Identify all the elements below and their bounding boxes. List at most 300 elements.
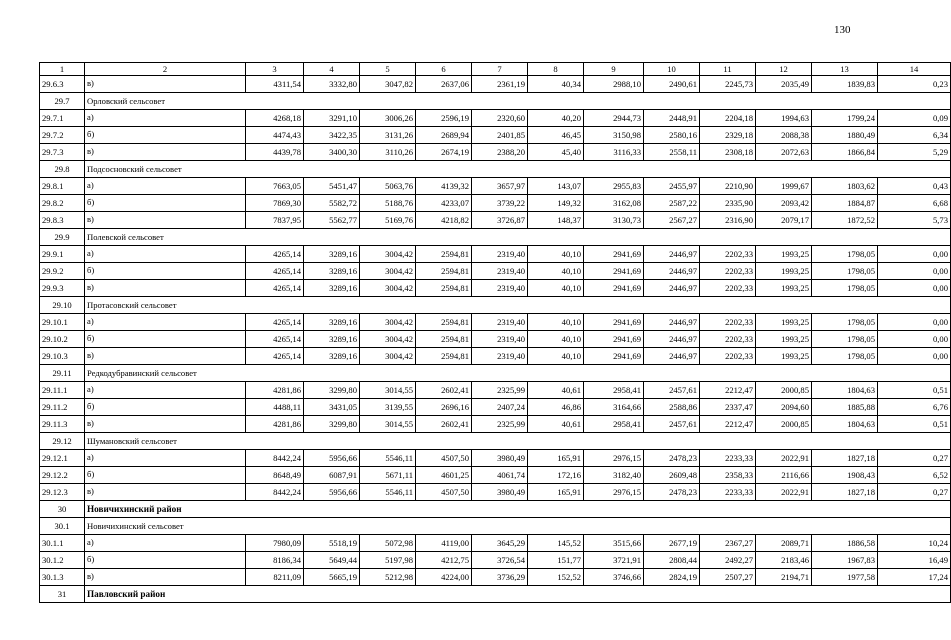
table-row	[40, 450, 951, 467]
value-cell-col7: 2320,60	[472, 110, 528, 127]
value-cell-col8: 151,77	[528, 552, 584, 569]
value-cell-col13: 1803,62	[812, 178, 878, 195]
value-cell-col6: 2594,81	[416, 348, 472, 365]
value-cell-col14: 0,51	[878, 416, 951, 433]
value-cell-col9: 3515,66	[584, 535, 644, 552]
value-cell-col9: 2941,69	[584, 280, 644, 297]
value-cell-col4: 3299,80	[304, 416, 360, 433]
value-cell-col3: 4439,78	[246, 144, 304, 161]
value-cell-col6: 2596,19	[416, 110, 472, 127]
value-cell-col12: 2116,66	[756, 467, 812, 484]
value-cell-col7: 3726,87	[472, 212, 528, 229]
value-cell-col13: 1866,84	[812, 144, 878, 161]
value-cell-col7: 2319,40	[472, 331, 528, 348]
value-cell-col13: 1908,43	[812, 467, 878, 484]
value-cell-col14: 0,00	[878, 263, 951, 280]
value-cell-col4: 5956,66	[304, 484, 360, 501]
value-cell-col8: 145,52	[528, 535, 584, 552]
value-cell-col12: 1993,25	[756, 331, 812, 348]
value-cell-col3: 4265,14	[246, 246, 304, 263]
value-cell-col8: 46,45	[528, 127, 584, 144]
value-cell-col13: 1885,88	[812, 399, 878, 416]
value-cell-col14: 0,00	[878, 246, 951, 263]
row-code: 29.12.1	[40, 450, 85, 467]
value-cell-col3: 7869,30	[246, 195, 304, 212]
column-header-10: 10	[644, 63, 700, 76]
value-cell-col7: 2388,20	[472, 144, 528, 161]
value-cell-col5: 3047,82	[360, 76, 416, 93]
row-code: 29.7.3	[40, 144, 85, 161]
value-cell-col5: 3004,42	[360, 246, 416, 263]
row-variant-label: в)	[85, 212, 246, 229]
row-code: 29.6.3	[40, 76, 85, 93]
value-cell-col3: 7663,05	[246, 178, 304, 195]
row-code: 29.11.1	[40, 382, 85, 399]
row-variant-label: в)	[85, 280, 246, 297]
value-cell-col7: 3645,29	[472, 535, 528, 552]
value-cell-col11: 2507,27	[700, 569, 756, 586]
column-header-6: 6	[416, 63, 472, 76]
value-cell-col6: 4139,32	[416, 178, 472, 195]
column-header-4: 4	[304, 63, 360, 76]
table-row	[40, 178, 951, 195]
value-cell-col10: 2457,61	[644, 416, 700, 433]
row-variant-label: а)	[85, 178, 246, 195]
value-cell-col6: 2594,81	[416, 246, 472, 263]
value-cell-col3: 4265,14	[246, 263, 304, 280]
value-cell-col4: 3289,16	[304, 263, 360, 280]
value-cell-col9: 3116,33	[584, 144, 644, 161]
value-cell-col3: 4268,18	[246, 110, 304, 127]
table-row	[40, 127, 951, 144]
value-cell-col11: 2308,18	[700, 144, 756, 161]
value-cell-col8: 40,10	[528, 280, 584, 297]
value-cell-col5: 3004,42	[360, 280, 416, 297]
value-cell-col7: 2325,99	[472, 382, 528, 399]
value-cell-col7: 3736,29	[472, 569, 528, 586]
value-cell-col14: 0,00	[878, 280, 951, 297]
row-variant-label: б)	[85, 331, 246, 348]
value-cell-col14: 16,49	[878, 552, 951, 569]
value-cell-col12: 1999,67	[756, 178, 812, 195]
council-name: Редкодубравинский сельсовет	[85, 365, 951, 382]
table-row	[40, 212, 951, 229]
value-cell-col3: 4474,43	[246, 127, 304, 144]
value-cell-col4: 3291,10	[304, 110, 360, 127]
table-header	[40, 63, 951, 76]
value-cell-col12: 2183,46	[756, 552, 812, 569]
value-cell-col7: 3980,49	[472, 450, 528, 467]
value-cell-col11: 2202,33	[700, 246, 756, 263]
value-cell-col9: 3130,73	[584, 212, 644, 229]
row-code: 29.12	[40, 433, 85, 450]
row-variant-label: б)	[85, 552, 246, 569]
row-code: 29.11	[40, 365, 85, 382]
value-cell-col14: 6,52	[878, 467, 951, 484]
table-row	[40, 263, 951, 280]
value-cell-col13: 1798,05	[812, 280, 878, 297]
value-cell-col4: 5956,66	[304, 450, 360, 467]
value-cell-col3: 4281,86	[246, 416, 304, 433]
value-cell-col3: 4265,14	[246, 331, 304, 348]
row-variant-label: в)	[85, 348, 246, 365]
value-cell-col5: 3004,42	[360, 314, 416, 331]
value-cell-col8: 165,91	[528, 450, 584, 467]
value-cell-col10: 2824,19	[644, 569, 700, 586]
value-cell-col3: 4488,11	[246, 399, 304, 416]
table-row	[40, 144, 951, 161]
section-row	[40, 229, 951, 246]
value-cell-col6: 4507,50	[416, 450, 472, 467]
value-cell-col10: 2587,22	[644, 195, 700, 212]
value-cell-col6: 2594,81	[416, 314, 472, 331]
value-cell-col8: 165,91	[528, 484, 584, 501]
table-row	[40, 535, 951, 552]
table-row	[40, 331, 951, 348]
council-name: Подсосновский сельсовет	[85, 161, 951, 178]
value-cell-col7: 2319,40	[472, 314, 528, 331]
value-cell-col5: 3139,55	[360, 399, 416, 416]
value-cell-col9: 2955,83	[584, 178, 644, 195]
table-row	[40, 314, 951, 331]
council-name: Шумановский сельсовет	[85, 433, 951, 450]
value-cell-col3: 8211,09	[246, 569, 304, 586]
column-header-3: 3	[246, 63, 304, 76]
value-cell-col4: 3289,16	[304, 246, 360, 263]
row-code: 29.12.3	[40, 484, 85, 501]
value-cell-col5: 5188,76	[360, 195, 416, 212]
value-cell-col10: 2567,27	[644, 212, 700, 229]
table-row	[40, 484, 951, 501]
value-cell-col13: 1884,87	[812, 195, 878, 212]
value-cell-col6: 2637,06	[416, 76, 472, 93]
row-variant-label: а)	[85, 110, 246, 127]
tariff-table	[39, 62, 951, 603]
row-variant-label: в)	[85, 144, 246, 161]
value-cell-col9: 2958,41	[584, 416, 644, 433]
value-cell-col4: 3289,16	[304, 314, 360, 331]
table-row	[40, 467, 951, 484]
value-cell-col6: 2602,41	[416, 416, 472, 433]
value-cell-col10: 2446,97	[644, 331, 700, 348]
value-cell-col5: 5169,76	[360, 212, 416, 229]
value-cell-col6: 2594,81	[416, 263, 472, 280]
value-cell-col8: 40,10	[528, 331, 584, 348]
table-row	[40, 246, 951, 263]
value-cell-col6: 2674,19	[416, 144, 472, 161]
section-row	[40, 161, 951, 178]
value-cell-col5: 5546,11	[360, 450, 416, 467]
value-cell-col8: 40,34	[528, 76, 584, 93]
value-cell-col10: 2446,97	[644, 280, 700, 297]
row-code: 31	[40, 586, 85, 603]
row-variant-label: б)	[85, 195, 246, 212]
value-cell-col8: 40,10	[528, 263, 584, 280]
value-cell-col13: 1798,05	[812, 314, 878, 331]
column-header-2: 2	[85, 63, 246, 76]
value-cell-col11: 2492,27	[700, 552, 756, 569]
value-cell-col5: 5546,11	[360, 484, 416, 501]
value-cell-col6: 2594,81	[416, 280, 472, 297]
value-cell-col12: 2094,60	[756, 399, 812, 416]
value-cell-col9: 2958,41	[584, 382, 644, 399]
value-cell-col5: 5197,98	[360, 552, 416, 569]
value-cell-col11: 2245,73	[700, 76, 756, 93]
value-cell-col5: 3004,42	[360, 331, 416, 348]
value-cell-col3: 8186,34	[246, 552, 304, 569]
value-cell-col10: 2609,48	[644, 467, 700, 484]
row-code: 29.9.3	[40, 280, 85, 297]
value-cell-col13: 1804,63	[812, 382, 878, 399]
value-cell-col6: 2594,81	[416, 331, 472, 348]
column-header-9: 9	[584, 63, 644, 76]
table-row	[40, 76, 951, 93]
value-cell-col10: 2490,61	[644, 76, 700, 93]
value-cell-col12: 1993,25	[756, 246, 812, 263]
row-code: 29.9	[40, 229, 85, 246]
value-cell-col5: 5212,98	[360, 569, 416, 586]
row-variant-label: в)	[85, 569, 246, 586]
value-cell-col11: 2233,33	[700, 484, 756, 501]
value-cell-col12: 2079,17	[756, 212, 812, 229]
value-cell-col14: 0,51	[878, 382, 951, 399]
table-row	[40, 280, 951, 297]
district-row	[40, 586, 951, 603]
value-cell-col3: 4281,86	[246, 382, 304, 399]
value-cell-col7: 2361,19	[472, 76, 528, 93]
row-code: 30.1	[40, 518, 85, 535]
value-cell-col12: 2088,38	[756, 127, 812, 144]
value-cell-col11: 2202,33	[700, 331, 756, 348]
value-cell-col10: 2588,86	[644, 399, 700, 416]
value-cell-col3: 4265,14	[246, 348, 304, 365]
value-cell-col8: 152,52	[528, 569, 584, 586]
row-code: 30.1.3	[40, 569, 85, 586]
value-cell-col14: 10,24	[878, 535, 951, 552]
value-cell-col10: 2580,16	[644, 127, 700, 144]
value-cell-col7: 3657,97	[472, 178, 528, 195]
value-cell-col11: 2202,33	[700, 280, 756, 297]
value-cell-col4: 3289,16	[304, 331, 360, 348]
value-cell-col5: 3004,42	[360, 263, 416, 280]
value-cell-col10: 2457,61	[644, 382, 700, 399]
column-header-13: 13	[812, 63, 878, 76]
table-row	[40, 348, 951, 365]
district-name: Павловский район	[85, 586, 951, 603]
value-cell-col8: 46,86	[528, 399, 584, 416]
row-code: 29.10.2	[40, 331, 85, 348]
value-cell-col6: 4507,50	[416, 484, 472, 501]
value-cell-col9: 2941,69	[584, 263, 644, 280]
value-cell-col10: 2448,91	[644, 110, 700, 127]
value-cell-col8: 40,10	[528, 246, 584, 263]
value-cell-col5: 3131,26	[360, 127, 416, 144]
value-cell-col14: 0,23	[878, 76, 951, 93]
value-cell-col4: 5562,77	[304, 212, 360, 229]
value-cell-col11: 2358,33	[700, 467, 756, 484]
section-row	[40, 297, 951, 314]
value-cell-col3: 4311,54	[246, 76, 304, 93]
value-cell-col10: 2558,11	[644, 144, 700, 161]
value-cell-col11: 2367,27	[700, 535, 756, 552]
section-row	[40, 518, 951, 535]
value-cell-col13: 1827,18	[812, 450, 878, 467]
value-cell-col9: 2944,73	[584, 110, 644, 127]
value-cell-col11: 2212,47	[700, 416, 756, 433]
value-cell-col11: 2202,33	[700, 314, 756, 331]
value-cell-col12: 2072,63	[756, 144, 812, 161]
value-cell-col11: 2202,33	[700, 348, 756, 365]
value-cell-col3: 7837,95	[246, 212, 304, 229]
row-code: 29.7.1	[40, 110, 85, 127]
value-cell-col7: 3739,22	[472, 195, 528, 212]
value-cell-col9: 3721,91	[584, 552, 644, 569]
row-variant-label: в)	[85, 416, 246, 433]
value-cell-col13: 1967,83	[812, 552, 878, 569]
value-cell-col12: 1994,63	[756, 110, 812, 127]
value-cell-col9: 2976,15	[584, 450, 644, 467]
table-row	[40, 195, 951, 212]
district-name: Новичихинский район	[85, 501, 951, 518]
value-cell-col14: 0,00	[878, 348, 951, 365]
value-cell-col12: 2089,71	[756, 535, 812, 552]
row-code: 29.11.2	[40, 399, 85, 416]
value-cell-col11: 2204,18	[700, 110, 756, 127]
value-cell-col9: 3182,40	[584, 467, 644, 484]
column-header-11: 11	[700, 63, 756, 76]
value-cell-col14: 0,27	[878, 450, 951, 467]
value-cell-col5: 3014,55	[360, 416, 416, 433]
value-cell-col7: 3726,54	[472, 552, 528, 569]
column-header-5: 5	[360, 63, 416, 76]
header-row	[40, 63, 951, 76]
value-cell-col12: 2022,91	[756, 484, 812, 501]
row-variant-label: а)	[85, 535, 246, 552]
value-cell-col5: 5063,76	[360, 178, 416, 195]
value-cell-col11: 2210,90	[700, 178, 756, 195]
row-variant-label: б)	[85, 127, 246, 144]
value-cell-col13: 1798,05	[812, 263, 878, 280]
value-cell-col14: 0,09	[878, 110, 951, 127]
value-cell-col11: 2202,33	[700, 263, 756, 280]
row-variant-label: б)	[85, 263, 246, 280]
value-cell-col6: 2696,16	[416, 399, 472, 416]
value-cell-col7: 2319,40	[472, 348, 528, 365]
council-name: Протасовский сельсовет	[85, 297, 951, 314]
value-cell-col11: 2337,47	[700, 399, 756, 416]
value-cell-col6: 4119,00	[416, 535, 472, 552]
row-code: 30.1.1	[40, 535, 85, 552]
value-cell-col6: 2689,94	[416, 127, 472, 144]
value-cell-col10: 2455,97	[644, 178, 700, 195]
value-cell-col6: 4218,82	[416, 212, 472, 229]
value-cell-col8: 143,07	[528, 178, 584, 195]
value-cell-col10: 2446,97	[644, 246, 700, 263]
value-cell-col6: 4224,00	[416, 569, 472, 586]
value-cell-col5: 3110,26	[360, 144, 416, 161]
value-cell-col3: 4265,14	[246, 280, 304, 297]
value-cell-col13: 1977,58	[812, 569, 878, 586]
row-code: 29.11.3	[40, 416, 85, 433]
value-cell-col10: 2677,19	[644, 535, 700, 552]
value-cell-col12: 1993,25	[756, 314, 812, 331]
value-cell-col4: 5518,19	[304, 535, 360, 552]
row-code: 29.9.2	[40, 263, 85, 280]
value-cell-col9: 3150,98	[584, 127, 644, 144]
value-cell-col7: 2319,40	[472, 246, 528, 263]
column-header-14: 14	[878, 63, 951, 76]
value-cell-col5: 3006,26	[360, 110, 416, 127]
value-cell-col14: 5,73	[878, 212, 951, 229]
value-cell-col8: 172,16	[528, 467, 584, 484]
value-cell-col13: 1798,05	[812, 246, 878, 263]
column-header-8: 8	[528, 63, 584, 76]
value-cell-col8: 40,10	[528, 314, 584, 331]
value-cell-col9: 2976,15	[584, 484, 644, 501]
value-cell-col9: 2941,69	[584, 246, 644, 263]
value-cell-col13: 1872,52	[812, 212, 878, 229]
row-code: 30.1.2	[40, 552, 85, 569]
value-cell-col13: 1799,24	[812, 110, 878, 127]
value-cell-col3: 4265,14	[246, 314, 304, 331]
value-cell-col13: 1827,18	[812, 484, 878, 501]
row-code: 29.10.1	[40, 314, 85, 331]
value-cell-col11: 2329,18	[700, 127, 756, 144]
value-cell-col8: 40,61	[528, 382, 584, 399]
value-cell-col8: 40,61	[528, 416, 584, 433]
page-number: 130	[834, 24, 851, 36]
value-cell-col10: 2446,97	[644, 314, 700, 331]
value-cell-col6: 2602,41	[416, 382, 472, 399]
row-code: 29.7	[40, 93, 85, 110]
value-cell-col7: 3980,49	[472, 484, 528, 501]
row-variant-label: а)	[85, 450, 246, 467]
value-cell-col14: 0,00	[878, 331, 951, 348]
value-cell-col4: 3299,80	[304, 382, 360, 399]
value-cell-col12: 2194,71	[756, 569, 812, 586]
value-cell-col14: 6,76	[878, 399, 951, 416]
value-cell-col7: 2325,99	[472, 416, 528, 433]
value-cell-col3: 7980,09	[246, 535, 304, 552]
column-header-12: 12	[756, 63, 812, 76]
column-header-1: 1	[40, 63, 85, 76]
value-cell-col8: 149,32	[528, 195, 584, 212]
value-cell-col9: 3746,66	[584, 569, 644, 586]
value-cell-col11: 2316,90	[700, 212, 756, 229]
value-cell-col12: 2000,85	[756, 416, 812, 433]
value-cell-col7: 4061,74	[472, 467, 528, 484]
row-code: 29.10	[40, 297, 85, 314]
value-cell-col12: 1993,25	[756, 263, 812, 280]
council-name: Полевской сельсовет	[85, 229, 951, 246]
value-cell-col13: 1839,83	[812, 76, 878, 93]
row-variant-label: в)	[85, 76, 246, 93]
value-cell-col4: 3332,80	[304, 76, 360, 93]
value-cell-col4: 3400,30	[304, 144, 360, 161]
value-cell-col8: 40,20	[528, 110, 584, 127]
value-cell-col9: 2988,10	[584, 76, 644, 93]
value-cell-col11: 2212,47	[700, 382, 756, 399]
row-variant-label: а)	[85, 246, 246, 263]
value-cell-col9: 3164,66	[584, 399, 644, 416]
value-cell-col3: 8442,24	[246, 484, 304, 501]
row-code: 29.8.2	[40, 195, 85, 212]
value-cell-col4: 6087,91	[304, 467, 360, 484]
table-body	[40, 76, 951, 603]
value-cell-col8: 45,40	[528, 144, 584, 161]
row-variant-label: б)	[85, 467, 246, 484]
value-cell-col5: 5671,11	[360, 467, 416, 484]
